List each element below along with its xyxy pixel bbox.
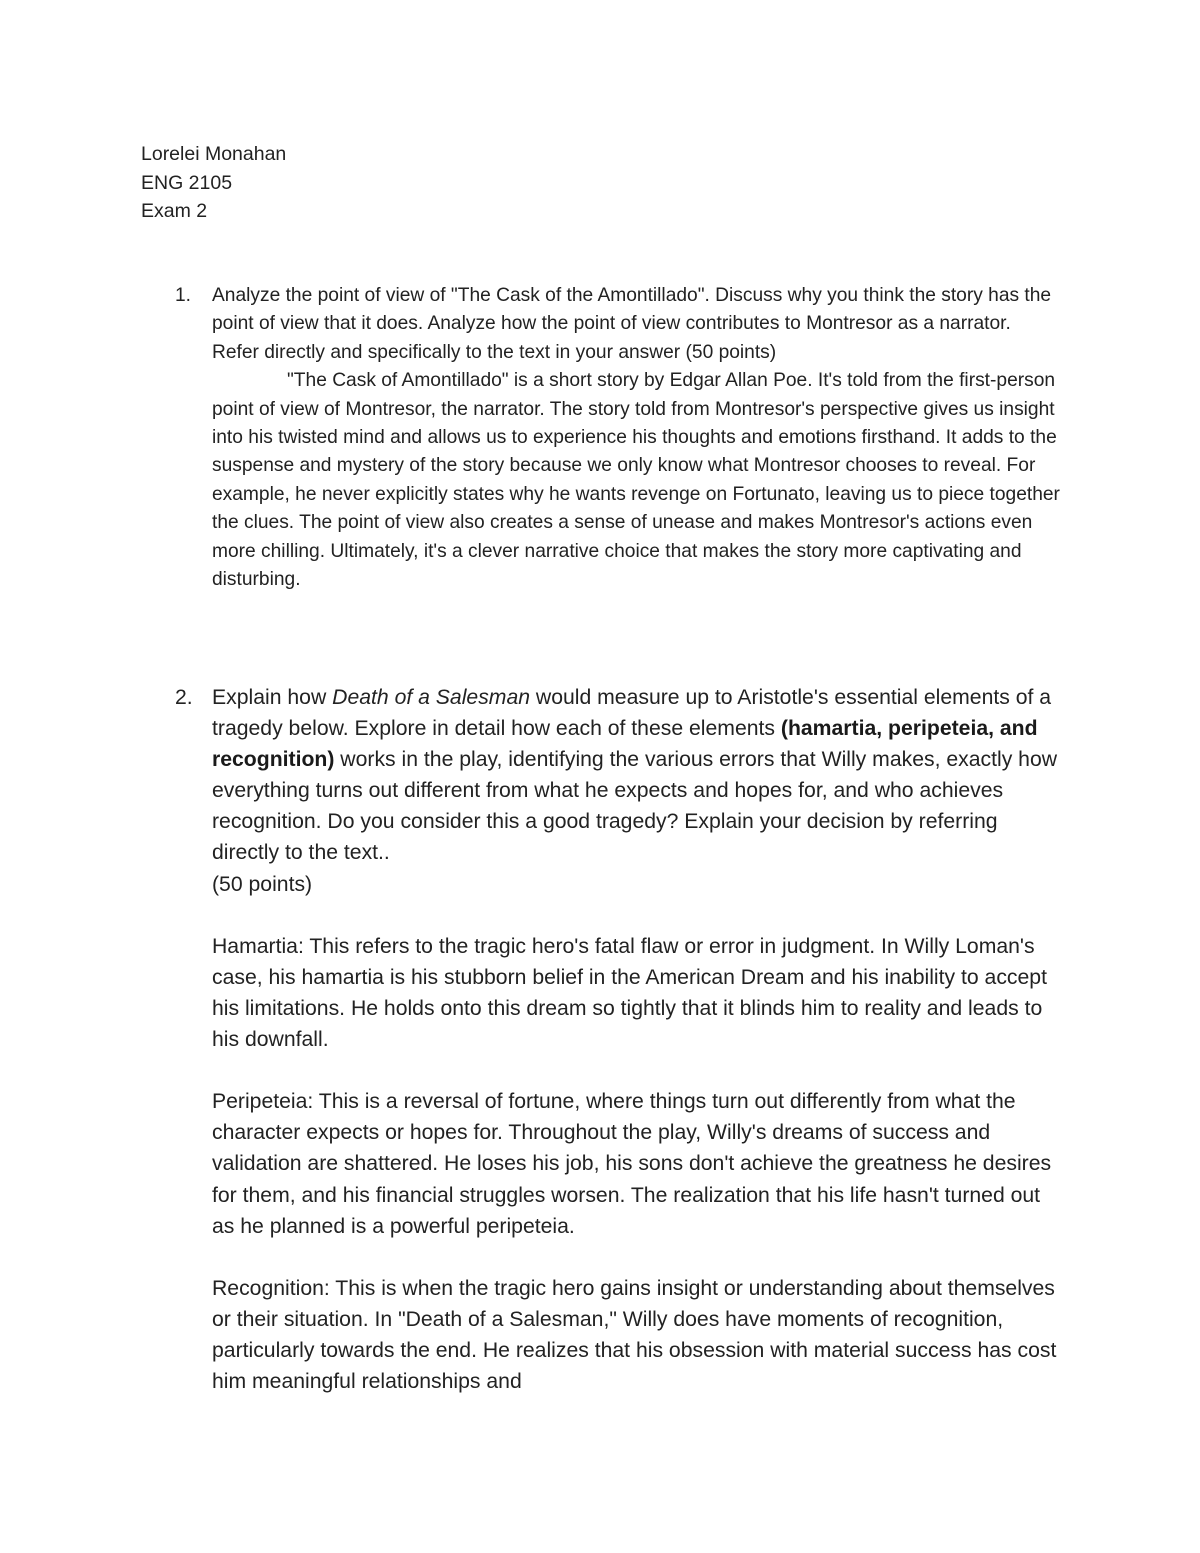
play-title: Death of a Salesman bbox=[332, 686, 531, 709]
student-header bbox=[141, 140, 286, 226]
student-name: Lorelei Monahan bbox=[141, 143, 287, 165]
question-1-prompt: Analyze the point of view of "The Cask of the Amontillado". Discuss why you think the story has the point of view that it does. Analyze how the point of view contributes to Montresor as a narrator. Refer directly and specifically to the text in your answer (50 points) bbox=[212, 285, 1052, 363]
peripeteia-paragraph: Peripeteia: This is a reversal of fortune, where things turn out differently from what the character expects or hopes for. Throughout the play, Willy's dreams of success and validation are shattered. He loses his job, his sons don't achieve the greatness he desires for them, and his financial struggles worsen. The realization that his life hasn't turned out as he planned is a powerful peripeteia. bbox=[212, 1090, 1052, 1238]
course-code: ENG 2105 bbox=[141, 171, 233, 194]
question-2-number: 2. bbox=[175, 686, 193, 709]
question-1-answer: "The Cask of Amontillado" is a short story by Edgar Allan Poe. It's told from the first-person point of view of Montresor, the narrator. The story told from Montresor's perspective gives us insight into his twisted mind and allows us to experience his thoughts and emotions firsthand. It adds to the suspense and mystery of the story because we only know what Montresor chooses to reveal. For example, he never explicitly states why he wants revenge on Fortunato, leaving us to piece together the clues. The point of view also creates a sense of unease and makes Montresor's actions even more chilling. Ultimately, it's a clever narrative choice that makes the story more captivating and disturbing. bbox=[212, 370, 1060, 591]
question-2 bbox=[141, 682, 1066, 1428]
recognition-paragraph: Recognition: This is when the tragic hero gains insight or understanding about themselves or their situation. In "Death of a Salesman," Willy does have moments of recognition, particularly towards the end. He realizes that his obsession with material success has cost him meaningful relationships and bbox=[212, 1276, 1057, 1394]
exam-title: Exam 2 bbox=[141, 200, 208, 222]
question-1 bbox=[141, 282, 1061, 594]
elements-list: (hamartia, peripeteia, and recognition) bbox=[212, 717, 1038, 772]
question-2-points: (50 points) bbox=[212, 872, 313, 896]
question-1-number: 1. bbox=[175, 285, 192, 306]
hamartia-paragraph: Hamartia: This refers to the tragic hero's fatal flaw or error in judgment. In Willy Loman's case, his hamartia is his stubborn belief in the American Dream and his inability to accept his limitations. He holds onto this dream so tightly that it blinds him to reality and leads to his downfall. bbox=[212, 934, 1047, 1052]
question-2-prompt: Explain how Death of a Salesman would measure up to Aristotle's essential elements of a tragedy below. Explore in detail how each of these elements (hamartia, peripeteia, and recognition) works in the play, identifying the various errors that Willy makes, exactly how everything turns out different from what he expects and hopes for, and who achieves recognition. Do you consider this a good tragedy? Explain your decision by referring directly to the text.. (50 points) bbox=[212, 682, 1066, 900]
